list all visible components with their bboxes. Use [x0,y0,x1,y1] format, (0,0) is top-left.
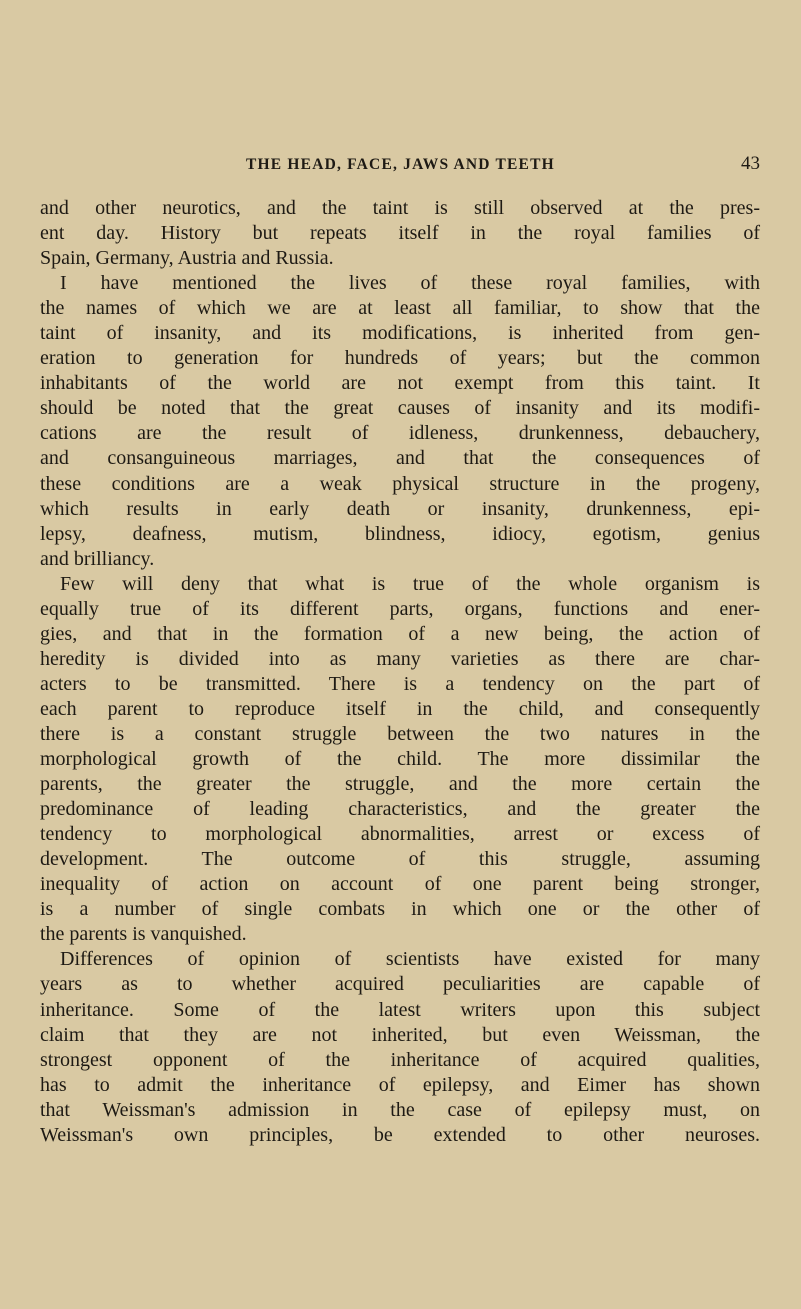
text-line: gies, and that in the formation of a new being, the action of [40,622,760,645]
text-line: and brilliancy. [40,547,155,570]
text-line: Weissman's own principles, be extended to other neuroses. [40,1123,760,1146]
text-line: tendency to morphological abnormalities, arrest or excess of [40,823,760,846]
text-line: years as to whether acquired peculiarities are capable of [40,973,760,996]
text-line: inheritance. Some of the latest writers upon this subject [40,998,760,1021]
text-line: the parents is vanquished. [40,923,247,946]
text-line: should be noted that the great causes of insanity and its modifi- [40,397,760,420]
text-line: each parent to reproduce itself in the child, and consequently [40,697,760,720]
text-line: development. The outcome of this struggle, assuming [40,848,760,871]
text-line: eration to generation for hundreds of years; but the common [40,347,760,370]
text-line: and other neurotics, and the taint is still observed at the pres- [40,197,760,219]
text-line: acters to be transmitted. There is a tendency on the part of [40,672,760,695]
text-line: lepsy, deafness, mutism, blindness, idiocy, egotism, genius [40,522,760,545]
text-line: predominance of leading characteristics, and the greater the [40,798,760,821]
text-line: morphological growth of the child. The more dissimilar the [40,748,760,771]
text-line: the names of which we are at least all familiar, to show that the [40,297,760,320]
text-line: ent day. History but repeats itself in the royal families of [40,222,760,245]
text-line: inequality of action on account of one parent being stronger, [40,873,760,896]
text-line: I have mentioned the lives of these royal families, with [60,272,760,295]
text-line: taint of insanity, and its modifications, is inherited from gen- [40,322,760,345]
text-line: strongest opponent of the inheritance of acquired qualities, [40,1048,760,1071]
text-line: claim that they are not inherited, but even Weissman, the [40,1023,760,1046]
text-line: heredity is divided into as many varieties as there are char- [40,647,760,670]
text-line: cations are the result of idleness, drunkenness, debauchery, [40,422,760,445]
text-line: is a number of single combats in which one or the other of [40,898,760,921]
text-line: Differences of opinion of scientists have existed for many [60,948,760,971]
body-text [40,196,760,1148]
text-line: equally true of its different parts, organs, functions and ener- [40,597,760,620]
page-header [246,153,760,180]
text-line: inhabitants of the world are not exempt from this taint. It [40,372,760,395]
running-title: THE HEAD, FACE, JAWS AND TEETH [246,156,555,173]
text-line: there is a constant struggle between the two natures in the [40,722,760,745]
page-number: 43 [741,153,760,174]
text-line: that Weissman's admission in the case of epilepsy must, on [40,1098,760,1121]
text-line: and consanguineous marriages, and that the consequences of [40,447,760,470]
text-line: Few will deny that what is true of the whole organism is [60,572,760,595]
text-line: has to admit the inheritance of epilepsy, and Eimer has shown [40,1073,760,1096]
text-line: these conditions are a weak physical structure in the progeny, [40,472,760,495]
text-line: Spain, Germany, Austria and Russia. [40,247,334,270]
text-line: parents, the greater the struggle, and the more certain the [40,773,760,796]
text-line: which results in early death or insanity, drunkenness, epi- [40,497,760,520]
